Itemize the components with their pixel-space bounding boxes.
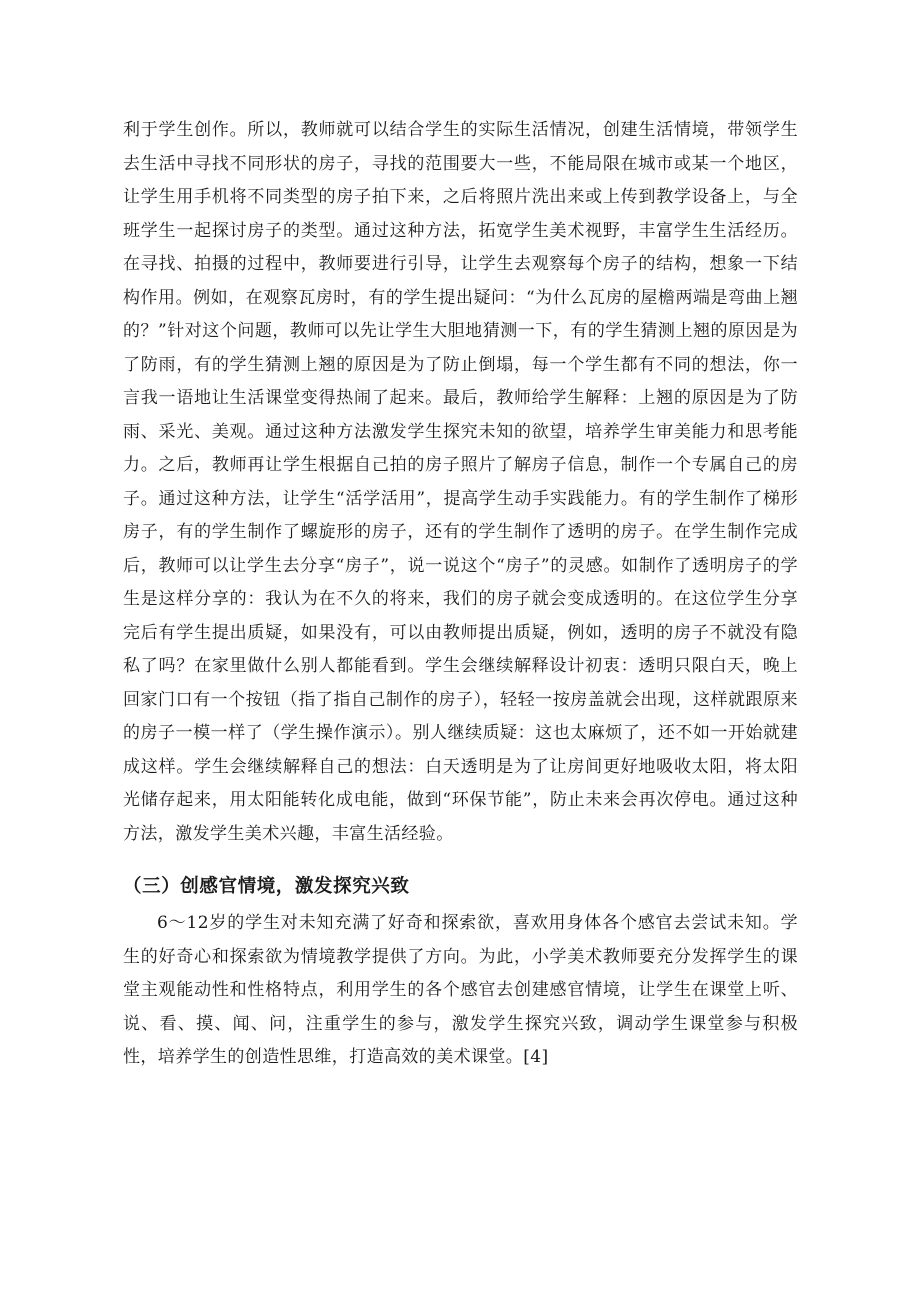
paragraph-continued: 利于学生创作。所以，教师就可以结合学生的实际生活情况，创建生活情境，带领学生去生活中寻找不同形状的房子，寻找的范围要大一些，不能局限在城市或某一个地区，让学生用手机将不同类型的房子拍下来，之后将照片洗出来或上传到教学设备上，与全班学生一起探讨房子的类型。通过这种方法，拓宽学生美术视野，丰富学生生活经历。在寻找、拍摄的过程中，教师要进行引导，让学生去观察每个房子的结构，想象一下结构作用。例如，在观察瓦房时，有的学生提出疑问：“为什么瓦房的屋檐两端是弯曲上翘的？”针对这个问题，教师可以先让学生大胆地猜测一下，有的学生猜测上翘的原因是为了防雨，有的学生猜测上翘的原因是为了防止倒塌，每一个学生都有不同的想法，你一言我一语地让生活课堂变得热闹了起来。最后，教师给学生解释：上翘的原因是为了防雨、采光、美观。通过这种方法激发学生探究未知的欲望，培养学生审美能力和思考能力。之后，教师再让学生根据自己拍的房子照片了解房子信息，制作一个专属自己的房子。通过这种方法，让学生“活学活用”，提高学生动手实践能力。有的学生制作了梯形房子，有的学生制作了螺旋形的房子，还有的学生制作了透明的房子。在学生制作完成后，教师可以让学生去分享“房子”，说一说这个“房子”的灵感。如制作了透明房子的学生是这样分享的：我认为在不久的将来，我们的房子就会变成透明的。在这位学生分享完后有学生提出质疑，如果没有，可以由教师提出质疑，例如，透明的房子不就没有隐私了吗？在家里做什么别人都能看到。学生会继续解释设计初衷：透明只限白天，晚上回家门口有一个按钮（指了指自己制作的房子），轻轻一按房盖就会出现，这样就跟原来的房子一模一样了（学生操作演示）。别人继续质疑：这也太麻烦了，还不如一开始就建成这样。学生会继续解释自己的想法：白天透明是为了让房间更好地吸收太阳，将太阳光储存起来，用太阳能转化成电能，做到“环保节能”，防止未来会再次停电。通过这种方法，激发学生美术兴趣，丰富生活经验。 [123, 120, 798, 844]
section-paragraph: 6～12岁的学生对未知充满了好奇和探索欲，喜欢用身体各个感官去尝试未知。学生的好奇心和探索欲为情境教学提供了方向。为此，小学美术教师要充分发挥学生的课堂主观能动性和性格特点，利用学生的各个感官去创建感官情境，让学生在课堂上听、说、看、摸、闻、问，注重学生的参与，激发学生探究兴致，调动学生课堂参与积极性，培养学生的创造性思维，打造高效的美术课堂。[4] [123, 913, 798, 1067]
section-heading: （三）创感官情境，激发探究兴致 [123, 876, 410, 897]
document-body [123, 114, 798, 1075]
